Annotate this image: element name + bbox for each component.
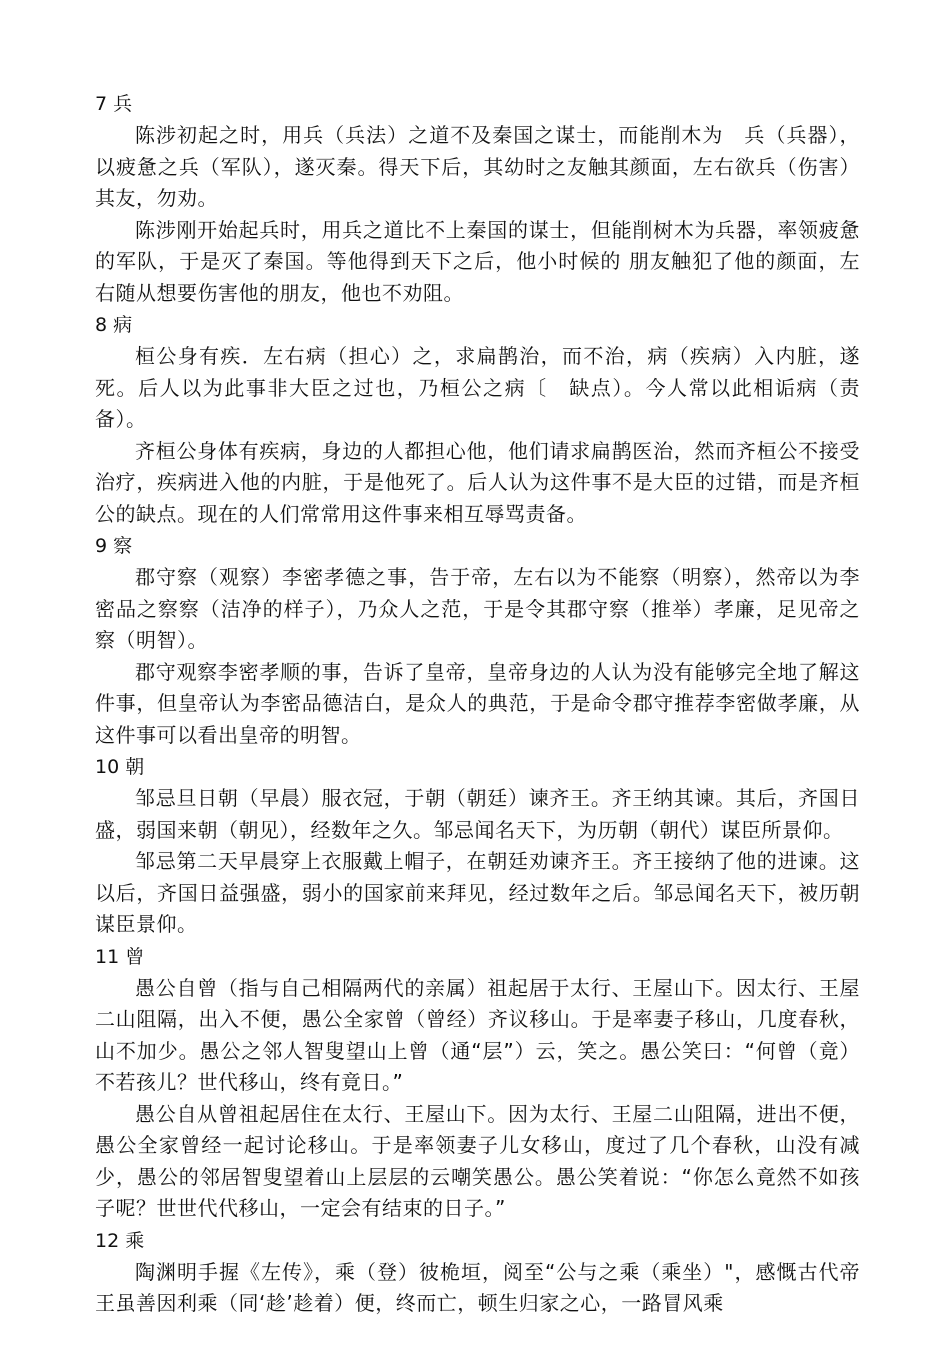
translation-passage: 郡守观察李密孝顺的事，告诉了皇帝，皇帝身边的人认为没有能够完全地了解这件事，但皇帝认为李密品德洁白，是众人的典范，于是命令郡守推荐李密做孝廉，从这件事可以看出皇帝的明智。: [95, 659, 860, 747]
original-passage: 郡守察（观察）李密孝德之事，告于帝，左右以为不能察（明察），然帝以为李密品之察察（洁净的样子），乃众人之范，于是令其郡守察（推举）孝廉，足见帝之察（明智）。: [95, 565, 860, 652]
section-8: [95, 309, 860, 530]
translation-passage: 陈涉刚开始起兵时，用兵之道比不上秦国的谋士，但能削树木为兵器，率领疲惫的军队，于是灭了秦国。等他得到天下之后，他小时候的 朋友触犯了他的颜面，左右随从想要伤害他的朋友，他也不劝阻。: [95, 217, 860, 305]
original-passage: 桓公身有疾．左右病（担心）之，求扁鹊治，而不治，病（疾病）入内脏，遂死。后人以为此事非大臣之过也，乃桓公之病〔 缺点）。今人常以此相诟病（责备）。: [95, 344, 860, 431]
section-7: [95, 88, 860, 309]
document-page: [95, 88, 860, 1320]
original-passage: 愚公自曾（指与自己相隔两代的亲属）祖起居于太行、王屋山下。因太行、王屋二山阻隔，出入不便，愚公全家曾（曾经）齐议移山。于是率妻子移山，几度春秋，山不加少。愚公之邻人智叟望山上曾（通“层”）云，笑之。愚公笑曰：“何曾（竟）不若孩儿？世代移山，终有竟日。”: [95, 975, 860, 1094]
section-heading: 12 乘: [95, 1229, 145, 1252]
translation-passage: 邹忌第二天早晨穿上衣服戴上帽子，在朝廷劝谏齐王。齐王接纳了他的进谏。这以后，齐国日益强盛，弱小的国家前来拜见，经过数年之后。邹忌闻名天下，被历朝谋臣景仰。: [95, 849, 860, 936]
section-heading: 9 察: [95, 535, 133, 557]
section-11: [95, 941, 860, 1225]
original-passage: 陈涉初起之时，用兵（兵法）之道不及秦国之谋士，而能削木为 兵（兵器），以疲惫之兵（军队），遂灭秦。得天下后，其幼时之友触其颜面，左右欲兵（伤害）其友，勿劝。: [95, 123, 860, 210]
original-passage: 陶渊明手握《左传》，乘（登）彼桅垣，阅至“公与之乘（乘坐）"，感慨古代帝王虽善因利乘（同‘趁’趁着）便，终而亡，顿生归家之心，一路冒风乘: [95, 1259, 860, 1315]
section-heading: 8 病: [95, 314, 133, 336]
section-9: [95, 530, 860, 751]
original-passage: 邹忌旦日朝（早晨）服衣冠，于朝（朝廷）谏齐王。齐王纳其谏。其后，齐国日盛，弱国来朝（朝见），经数年之久。邹忌闻名天下，为历朝（朝代）谋臣所景仰。: [95, 786, 860, 842]
section-heading: 11 曾: [95, 945, 145, 968]
section-heading: 7 兵: [95, 93, 133, 115]
translation-passage: 齐桓公身体有疾病，身边的人都担心他，他们请求扁鹊医治，然而齐桓公不接受治疗，疾病进入他的内脏，于是他死了。后人认为这件事不是大臣的过错，而是齐桓公的缺点。现在的人们常常用这件事来相互辱骂责备。: [95, 438, 860, 526]
section-heading: 10 朝: [95, 756, 145, 778]
translation-passage: 愚公自从曾祖起居住在太行、王屋山下。因为太行、王屋二山阻隔，进出不便，愚公全家曾经一起讨论移山。于是率领妻子儿女移山，度过了几个春秋，山没有减少，愚公的邻居智叟望着山上层层的云嘲笑愚公。愚公笑着说：“你怎么竟然不如孩子呢？世世代代移山，一定会有结束的日子。”: [95, 1101, 860, 1220]
section-12: [95, 1225, 860, 1320]
section-10: [95, 751, 860, 941]
